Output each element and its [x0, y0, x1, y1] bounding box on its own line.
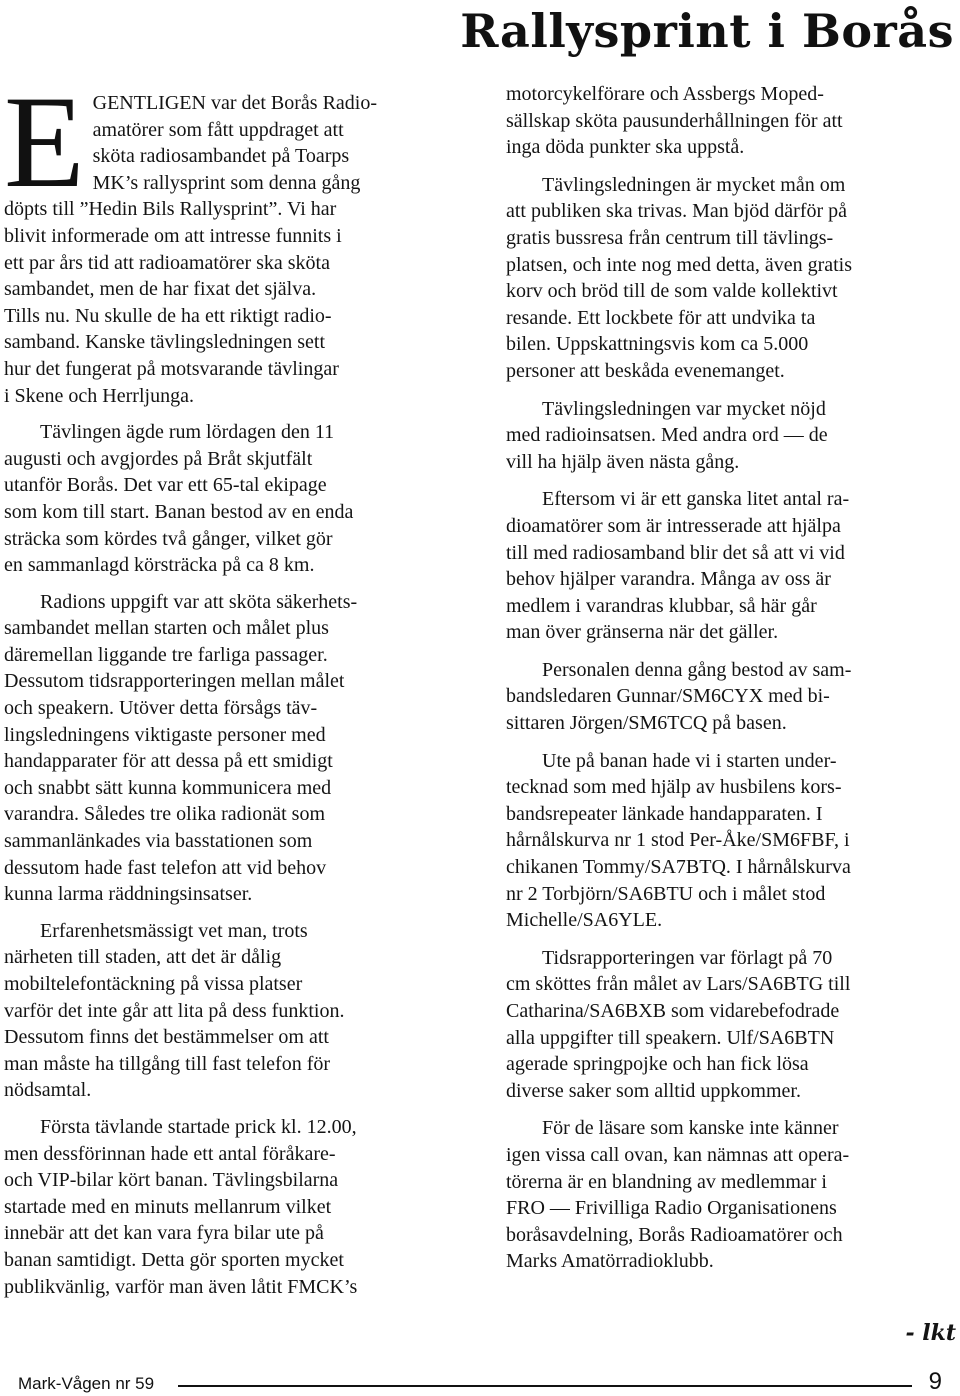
text-line: banan samtidigt. Detta gör sporten mycket — [4, 1248, 344, 1271]
text-line: Dessutom tidsrapporteringen mellan målet — [4, 670, 345, 693]
paragraph-10 — [506, 657, 958, 737]
text-line: sträcka som kördes två gånger, vilket gör — [4, 527, 333, 550]
text-line: tecknad som med hjälp av husbilens kors- — [506, 776, 842, 799]
text-line: Tävlingen ägde rum lördagen den 11 — [40, 421, 335, 444]
text-line: törerna är en blandning av medlemmar i — [506, 1170, 827, 1193]
text-line: till med radiosamband blir det så att vi vid — [506, 541, 845, 564]
text-line: varandra. Således tre olika radionät som — [4, 803, 325, 826]
text-line: igen vissa call ovan, kan nämnas att opera- — [506, 1143, 850, 1166]
text-line: att publiken ska trivas. Man bjöd därför på — [506, 200, 848, 223]
text-line: Radions uppgift var att sköta säkerhets- — [40, 590, 358, 613]
text-line: bilen. Uppskattningsvis kom ca 5.000 — [506, 333, 809, 356]
paragraph-2 — [4, 419, 462, 579]
text-line: sambandet, men de har fixat det själva. — [4, 278, 317, 301]
text-line: alla uppgifter till speakern. Ulf/SA6BTN — [506, 1026, 835, 1049]
text-line: MK’s rallysprint som denna gång — [92, 171, 361, 194]
text-line: man över gränserna när det gäller. — [506, 621, 779, 644]
text-line: varför det inte går att lita på dess funktion. — [4, 999, 345, 1022]
article-right-column — [506, 81, 958, 1286]
text-line: Personalen denna gång bestod av sam- — [542, 658, 852, 681]
paragraph-4 — [4, 918, 462, 1104]
text-line: hårnålskurva nr 1 stod Per-Åke/SM6FBF, i — [506, 829, 850, 852]
footer-divider — [178, 1385, 912, 1387]
text-line: men dessförinnan hade ett antal föråkare- — [4, 1142, 336, 1165]
text-line: Tävlingsledningen var mycket nöjd — [542, 397, 826, 420]
text-line: däremellan liggande tre farliga passager. — [4, 643, 328, 666]
text-line: och VIP-bilar kört banan. Tävlingsbilarna — [4, 1169, 339, 1192]
text-line: dessutom hade fast telefon att vid behov — [4, 856, 327, 879]
text-line: FRO — Frivilliga Radio Organisationens — [506, 1197, 837, 1220]
text-line: och speakern. Utöver detta försågs täv- — [4, 697, 318, 720]
text-line: innebär att det kan vara fyra bilar ute på — [4, 1222, 324, 1245]
text-line: sittaren Jörgen/SM6TCQ på basen. — [506, 712, 787, 735]
text-line: Tills nu. Nu skulle de ha ett riktigt radio- — [4, 304, 332, 327]
text-line: Catharina/SA6BXB som vidarebefodrade — [506, 1000, 840, 1022]
text-line: sällskap sköta pausunderhållningen för att — [506, 109, 843, 132]
text-line: publikvänlig, varför man även låtit FMCK’s — [4, 1275, 358, 1298]
text-line: bandsledaren Gunnar/SM6CYX med bi- — [506, 685, 830, 708]
paragraph-1 — [4, 68, 462, 409]
text-line: motorcykelförare och Assbergs Moped- — [506, 83, 824, 105]
text-line: blivit informerade om att intresse funnits i — [4, 224, 342, 247]
text-line: i Skene och Herrljunga. — [4, 384, 194, 407]
text-line: agerade springpojke och han fick lösa — [506, 1053, 809, 1076]
text-line: GENTLIGEN var det Borås Radio- — [92, 92, 378, 114]
paragraph-12 — [506, 945, 958, 1105]
drop-cap: E — [4, 68, 85, 215]
text-line: diverse saker som alltid uppkommer. — [506, 1079, 801, 1102]
page-number: 9 — [928, 1368, 942, 1395]
text-line: personer att beskåda evenemanget. — [506, 359, 785, 382]
text-line: augusti och avgjordes på Bråt skjutfält — [4, 447, 313, 470]
text-line: startade med en minuts mellanrum vilket — [4, 1195, 332, 1218]
author-signature: - lkt — [905, 1320, 956, 1346]
text-line: Dessutom finns det bestämmelser om att — [4, 1026, 329, 1049]
text-line: mobiltelefontäckning på vissa platser — [4, 973, 303, 995]
text-line: sammanlänkades via basstationen som — [4, 830, 313, 853]
paragraph-8 — [506, 396, 958, 476]
text-line: en sammanlagd körsträcka på ca 8 km. — [4, 554, 315, 577]
text-line: döpts till ”Hedin Bils Rallysprint”. Vi har — [4, 198, 337, 221]
text-line: sambandet mellan starten och målet plus — [4, 617, 329, 640]
text-line: Eftersom vi är ett ganska litet antal ra- — [542, 488, 850, 511]
paragraph-3 — [4, 589, 462, 908]
text-line: lingsledningens viktigaste personer med — [4, 723, 326, 746]
text-line: samband. Kanske tävlingsledningen sett — [4, 331, 326, 354]
text-line: platsen, och inte nog med detta, även gratis — [506, 253, 853, 276]
paragraph-9 — [506, 486, 958, 646]
text-line: behov hjälper varandra. Många av oss är — [506, 568, 831, 591]
text-line: Marks Amatörradioklubb. — [506, 1250, 714, 1273]
text-line: Erfarenhetsmässigt vet man, trots — [40, 919, 308, 942]
text-line: utanför Borås. Det var ett 65-tal ekipage — [4, 474, 327, 497]
text-line: Ute på banan hade vi i starten under- — [542, 749, 837, 772]
paragraph-7 — [506, 172, 958, 385]
paragraph-11 — [506, 748, 958, 934]
text-line: sköta radiosambandet på Toarps — [92, 145, 350, 168]
publication-name: Mark-Vågen nr 59 — [18, 1374, 155, 1393]
text-line: handapparater för att dessa på ett smidigt — [4, 750, 333, 773]
text-line: chikanen Tommy/SA7BTQ. I hårnålskurva — [506, 856, 851, 879]
text-line: man måste ha tillgång till fast telefon för — [4, 1052, 331, 1075]
article-title: Rallysprint i Borås — [460, 4, 954, 58]
text-line: nödsamtal. — [4, 1079, 92, 1102]
text-line: nr 2 Torbjörn/SA6BTU och i målet stod — [506, 882, 826, 905]
paragraph-6 — [506, 81, 958, 161]
text-line: cm sköttes från målet av Lars/SA6BTG till — [506, 973, 851, 996]
text-line: gratis bussresa från centrum till tävlings- — [506, 226, 834, 249]
text-line: Tävlingsledningen är mycket mån om — [542, 173, 846, 196]
text-line: bandsrepeater länkade handapparaten. I — [506, 802, 823, 825]
paragraph-5 — [4, 1114, 462, 1300]
text-line: resande. Ett lockbete för att undvika ta — [506, 306, 816, 329]
text-line: närheten till staden, att det är dålig — [4, 946, 282, 969]
text-line: boråsavdelning, Borås Radioamatörer och — [506, 1223, 843, 1246]
article-left-column — [4, 68, 462, 1310]
text-line: Första tävlande startade prick kl. 12.00, — [40, 1115, 357, 1138]
text-line: medlem i varandras klubbar, så här går — [506, 594, 817, 617]
text-line: Tidsrapporteringen var förlagt på 70 — [542, 946, 833, 969]
paragraph-13 — [506, 1115, 958, 1275]
text-line: ett par års tid att radioamatörer ska sköta — [4, 251, 330, 274]
text-line: amatörer som fått uppdraget att — [92, 118, 344, 141]
text-line: inga döda punkter ska uppstå. — [506, 136, 745, 159]
text-line: som kom till start. Banan bestod av en enda — [4, 500, 354, 523]
text-line: För de läsare som kanske inte känner — [542, 1117, 839, 1140]
text-line: vill ha hjälp även nästa gång. — [506, 450, 740, 473]
text-line: och snabbt sätt kunna kommunicera med — [4, 776, 332, 799]
text-line: med radioinsatsen. Med andra ord — de — [506, 424, 828, 447]
text-line: Michelle/SA6YLE. — [506, 909, 663, 932]
text-line: korv och bröd till de som valde kollektivt — [506, 280, 838, 303]
text-line: dioamatörer som är intresserade att hjälpa — [506, 514, 841, 537]
text-line: hur det fungerat på motsvarande tävlingar — [4, 357, 339, 380]
text-line: kunna larma räddningsinsatser. — [4, 883, 253, 906]
